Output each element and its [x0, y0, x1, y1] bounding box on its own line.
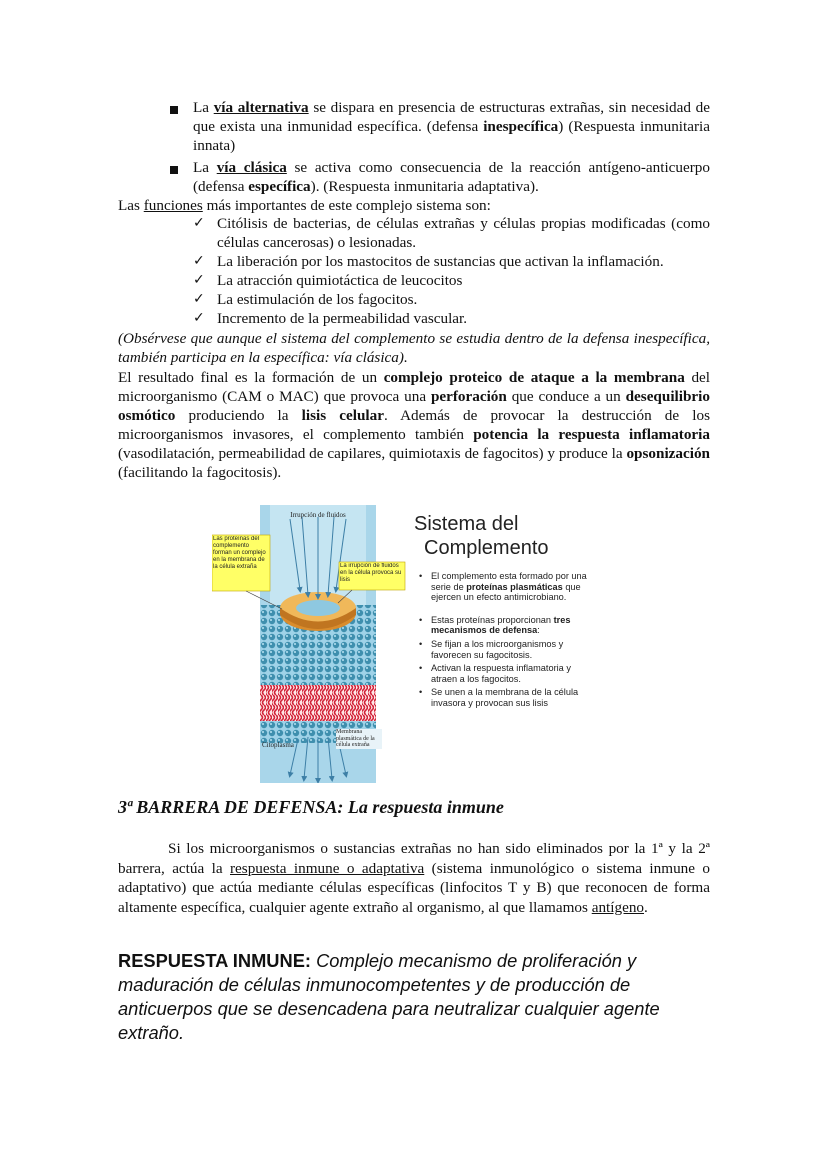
text-fragment: (facilitando la fagocitosis).	[118, 464, 282, 481]
underlined-funciones: funciones	[143, 197, 203, 214]
text-fragment: :	[537, 625, 540, 636]
underlined-respuesta-inmune: respuesta inmune o adaptativa	[230, 859, 425, 877]
bullet-classical-pathway	[193, 158, 710, 196]
immune-paragraph	[118, 839, 710, 917]
bold-fragment: opsonización	[626, 445, 710, 462]
callout-left: Las proteínas del complemento forman un complejo en la membrana de la célula extraña	[213, 536, 266, 570]
checkmark-icon: ✓	[193, 291, 205, 307]
list-item: • Se unen a la membrana de la célula invasora y provocan sus lisis	[417, 687, 597, 708]
figure-title-line1: Sistema del	[414, 513, 519, 535]
bold-fragment: tres mecanismos de defensa	[431, 614, 571, 636]
function-item: La estimulación de los fagocitos.	[217, 291, 418, 308]
function-item: La liberación por los mastocitos de sustancias que activan la inflamación.	[217, 253, 664, 270]
result-paragraph	[118, 368, 710, 482]
figure-title-line2: Complemento	[424, 537, 549, 559]
text-fragment: Las	[118, 197, 144, 214]
bullet-alternative-pathway	[193, 98, 710, 155]
label-cytoplasm: Citoplasma	[262, 741, 294, 749]
bold-especifica: específica	[248, 178, 311, 195]
complement-system-figure	[212, 505, 592, 783]
bold-fragment: complejo proteico de ataque a la membrana	[383, 369, 685, 386]
term-via-alternativa: vía alternativa	[213, 99, 309, 116]
bold-fragment: lisis celular	[301, 407, 384, 424]
text-fragment: .	[644, 898, 648, 916]
checkmark-icon: ✓	[193, 310, 205, 326]
label-membrane: Membrana plasmática de la célula extraña	[336, 729, 382, 749]
text-fragment: (sistema inmunológico o sistema inmune o adaptativo) que actúa mediante células específicas (linfocitos T y B) que reconocen de forma altamente específica, cualquier agente extraño al organismo, al que llamamos	[118, 859, 710, 916]
bold-fragment: proteínas plasmáticas	[466, 581, 563, 592]
list-item	[417, 615, 597, 636]
text-fragment: se activa como consecuencia de la reacción antígeno-anticuerpo (defensa	[193, 159, 710, 195]
bold-fragment: desequilibrio osmótico	[118, 388, 710, 424]
functions-intro	[118, 196, 718, 215]
label-fluid-irruption: Irrupción de fluidos	[290, 511, 346, 519]
checkmark-icon: ✓	[193, 272, 205, 288]
callout-right: La irrupción de fluidos en la célula provoca su lisis	[340, 563, 402, 583]
checkmark-icon: ✓	[193, 253, 205, 269]
figure-bullet-list	[417, 571, 597, 712]
function-item: Citólisis de bacterias, de células extrañas y células propias modificadas (como células cancerosas) o lesionadas.	[217, 215, 710, 251]
italic-note: (Obsérvese que aunque el sistema del complemento se estudia dentro de la defensa inespecífica, también participa en la específica: vía clásica).	[118, 330, 710, 366]
underlined-antigeno: antígeno	[591, 898, 645, 916]
text-fragment: se dispara en presencia de estructuras extrañas, sin necesidad de que exista una inmunidad específica. (defensa	[193, 99, 710, 135]
text-fragment: ) (Respuesta inmunitaria innata)	[193, 118, 710, 154]
text-fragment: del microorganismo (CAM o MAC) que provoca una	[118, 369, 710, 405]
text-fragment: más importantes de este complejo sistema son:	[202, 197, 491, 214]
text-fragment: ). (Respuesta inmunitaria adaptativa).	[310, 178, 539, 195]
text-fragment: (vasodilatación, permeabilidad de capilares, quimiotaxis de fagocitos) y produce la	[118, 445, 627, 462]
text-fragment: Si los microorganismos o sustancias extrañas no han sido eliminados por la 1ª y la 2ª barrera, actúa la	[118, 840, 710, 877]
square-bullet-icon	[170, 106, 178, 114]
immune-response-definition	[118, 949, 718, 1045]
text-fragment: La	[193, 159, 217, 176]
text-fragment: que ejercen un efecto antimicrobiano.	[431, 581, 581, 603]
list-item: • Activan la respuesta inflamatoria y atraen a los fagocitos.	[417, 663, 597, 684]
figure-title	[414, 512, 549, 560]
square-bullet-icon	[170, 166, 178, 174]
function-item: La atracción quimiotáctica de leucocitos	[217, 272, 463, 289]
definition-term: RESPUESTA INMUNE:	[118, 950, 311, 971]
text-fragment: El complemento esta formado por una serie de	[431, 571, 587, 592]
bold-inespecifica: inespecífica	[483, 118, 559, 135]
text-fragment: que conduce a un	[506, 388, 626, 405]
checkmark-icon: ✓	[193, 215, 205, 231]
definition-text: Complejo mecanismo de proliferación y maduración de células inmunocompetentes y de producción de anticuerpos que se desencadena para neutralizar cualquier agente extraño.	[118, 950, 660, 1043]
text-fragment: . Además de provocar la destrucción de los microorganismos invasores, el complemento también	[118, 407, 710, 443]
text-fragment: Estas proteínas proporcionan	[431, 614, 554, 625]
text-fragment: El resultado final es la formación de un	[118, 369, 384, 386]
section-heading: 3ª BARRERA DE DEFENSA: La respuesta inmune	[118, 797, 504, 817]
list-item	[417, 571, 597, 603]
bold-fragment: perforación	[430, 388, 507, 405]
term-via-clasica: vía clásica	[216, 159, 287, 176]
list-item: • Se fijan a los microorganismos y favorecen su fagocitosis.	[417, 639, 597, 660]
text-fragment: La	[193, 99, 214, 116]
function-item: Incremento de la permeabilidad vascular.	[217, 310, 468, 327]
text-fragment: produciendo la	[175, 407, 302, 424]
bold-fragment: potencia la respuesta inflamatoria	[473, 426, 710, 443]
